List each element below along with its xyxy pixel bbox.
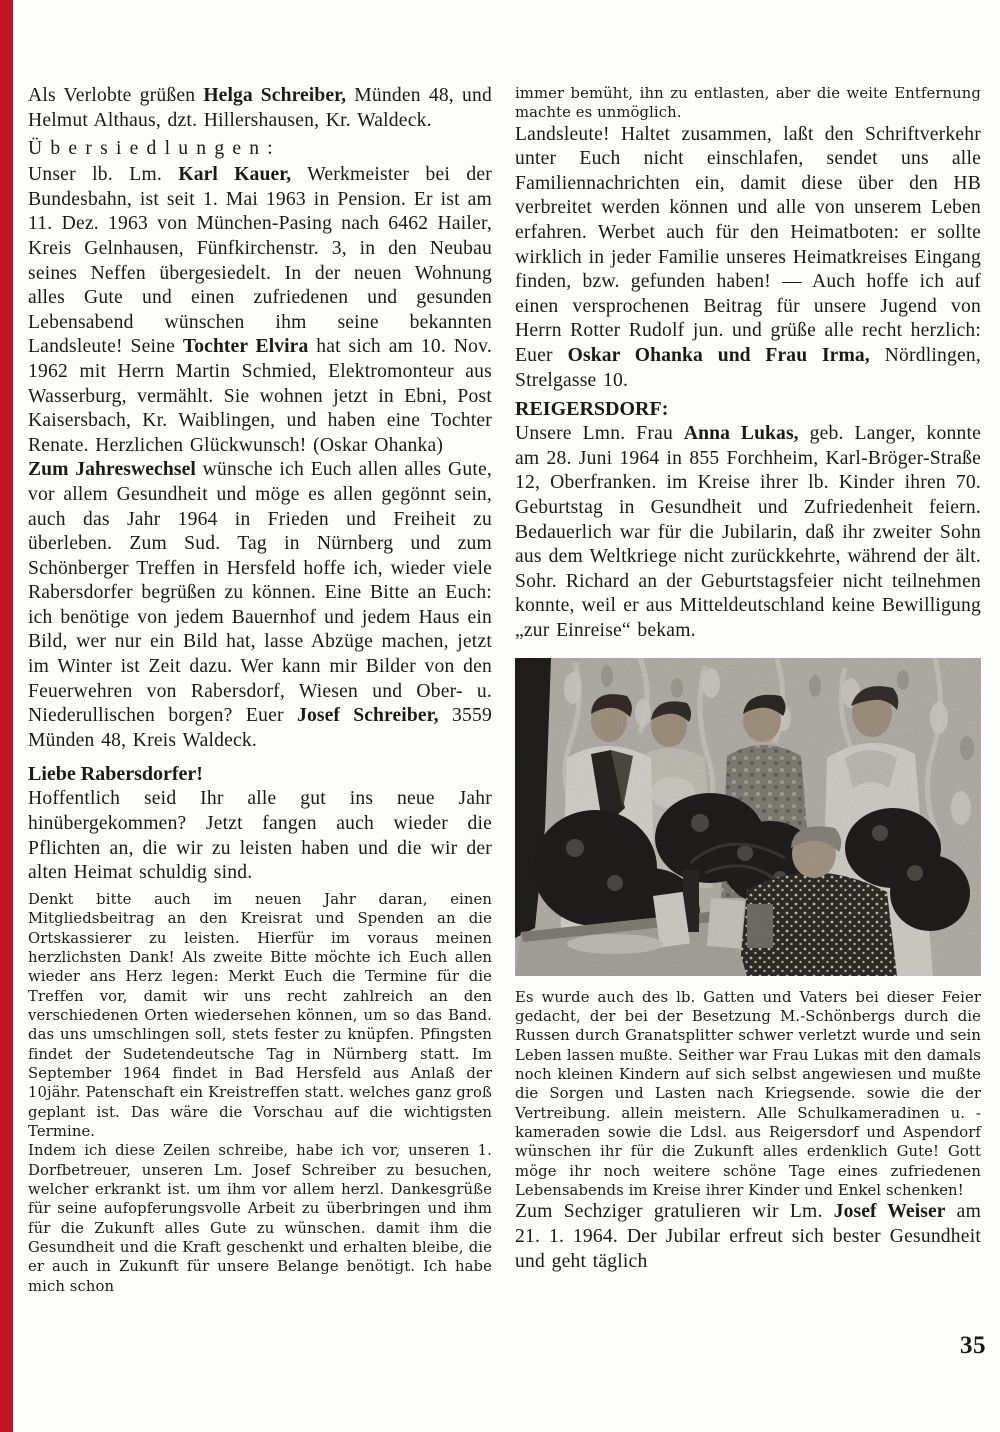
name-karl-kauer: Karl Kauer, [178, 164, 292, 186]
text-run: hat sich am 10. Nov. 1962 mit Herrn Martin Schmied, Elektromonteur aus Wasserburg, vermählt. Sie wohnen jetzt in Ebni, Post Kaisersbach, Kr. Waiblingen, und haben eine Tochter Renate. Herzlichen Glückwunsch! (Oskar Ohanka) [28, 336, 492, 456]
name-oskar-ohanka: Oskar Ohanka und Frau Irma, [567, 345, 870, 367]
petit-paragraph-dorfbetreuer: Indem ich diese Zeilen schreibe, habe ich vor, unseren 1. Dorfbetreuer, unseren Lm. Josef Schreiber zu besuchen, welcher erkrankt ist. um ihm vor allem herzl. Dankesgrüße für seine aufopferungsvolle Arbeit zu überbringen und ihm für die Zukunft alles Gute zu wünschen. damit ihm die Gesundheit und die Kraft geschenkt und erhalten bleibe, die er auch in Zukunft für unsere Belange benötigt. Ich habe mich schon [28, 1142, 492, 1295]
group-photo [515, 658, 981, 976]
petit-paragraph-continuation: immer bemüht, ihn zu entlasten, aber die weite Entfernung machte es unmöglich. [515, 85, 981, 122]
heading-liebe-rabersdorfer: Liebe Rabersdorfer! [28, 763, 203, 786]
text-run: Nördlingen, Strelgasse 10. [515, 345, 981, 391]
paragraph-weiser [515, 1200, 981, 1274]
text-run: wünsche ich Euch allen alles Gute, vor allem Gesundheit und möge es allen gegönnt sein, auch das Jahr 1964 in Frieden und Freiheit zu überleben. Zum Sud. Tag in Nürnberg und zum Schönberger Treffen in Hersfeld hoffe ich, wieder viele Rabersdorfer begrüßen zu können. Eine Bitte an Euch: ich benötige von jedem Bauernhof und jedem Haus ein Bild, wer nur ein Bild hat, lasse Abzüge machen, jetzt im Winter ist Zeit dazu. Wer kann mir Bilder von den Feuerwehren von Rabersdorf, Wiesen und Ober- u. Niederullischen borgen? Euer [28, 459, 493, 727]
text-run: Als Verlobte grüßen [28, 85, 204, 106]
page-number: 35 [960, 1332, 986, 1359]
text-run: 3559 Münden 48, Kreis Waldeck. [28, 705, 492, 751]
text-run: Unser lb. Lm. [28, 164, 179, 186]
text-run: Zum Sechziger gratulieren wir Lm. [515, 1201, 834, 1223]
paragraph-lukas [515, 422, 981, 643]
spine-red-stripe [0, 0, 13, 1432]
text-run: am 21. 1. 1964. Der Jubilar erfreut sich bester Gesundheit und geht täglich [515, 1201, 982, 1272]
text-run: Münden 48, und Helmut Althaus, dzt. Hillershausen, Kr. Waldeck. [28, 85, 492, 131]
name-josef-weiser: Josef Weiser [833, 1201, 946, 1223]
name-josef-schreiber: Josef Schreiber, [297, 705, 439, 727]
petit-paragraph-mitgliedsbeitrag: Denkt bitte auch im neuen Jahr daran, einen Mitgliedsbeitrag an den Kreisrat und Spenden an die Ortskassierer zu leisten. Hierfür im voraus meinen herzlichsten Dank! Als zweite Bitte möchte ich Euch allen wieder ans Herz legen: Merkt Euch die Termine für die Treffen vor, damit wir uns recht zahlreich an den verschiedenen Orten wiedersehen können, um so das Band. das uns umschlingen soll, stets fester zu knüpfen. Pfingsten findet der Sudetendeutsche Tag in Nürnberg statt. Im September 1964 findet in Bad Hersfeld aus Anlaß der 10jähr. Patenschaft ein Kreistreffen statt. welches ganz groß geplant ist. Das wäre die Vorschau auf die wichtigsten Termine. [28, 890, 492, 1140]
text-run: Unsere Lmn. Frau [515, 423, 684, 445]
paragraph-jahreswechsel [28, 458, 492, 753]
lead-zum-jahreswechsel: Zum Jahreswechsel [28, 459, 196, 481]
right-column [515, 84, 981, 1274]
group-photo-illustration [515, 658, 981, 976]
text-run: Werkmeister bei der Bundesbahn, ist seit 1. Mai 1963 in Pension. Er ist am 11. Dez. 1963 von München-Pasing nach 6462 Hailer, Kreis Gelnhausen, Fünfkirchenstr. 3, in den Neubau seines Neffen übergesiedelt. In der neuen Wohnung alles Gute und einen zufriedenen und gesunden Lebensabend wünschen ihm seine bekannten Landsleute! Seine [28, 164, 492, 358]
paragraph-engagement [28, 84, 492, 133]
heading-reigersdorf: REIGERSDORF: [515, 398, 669, 421]
text-run: geb. Langer, konnte am 28. Juni 1964 in 855 Forchheim, Karl-Bröger-Straße 12, Oberfranken. im Kreise ihrer lb. Kinder ihren 70. Geburtstag in Gesundheit und Zufriedenheit feiern. Bedauerlich war für die Jubilarin, daß ihr zweiter Sohn aus dem Weltkriege nicht zurückkehrte, während der ält. Sohr. Richard an der Geburtstagsfeier nicht teilnehmen konnte, weil er aus Mitteldeutschland keine Bewilligung „zur Einreise“ bekam. [515, 423, 981, 641]
name-anna-lukas: Anna Lukas, [683, 423, 799, 445]
name-helga-schreiber: Helga Schreiber, [203, 85, 347, 106]
name-tochter-elvira: Tochter Elvira [182, 336, 309, 358]
heading-uebersiedlungen: Übersiedlungen: [28, 138, 281, 160]
paragraph-landsleute [515, 123, 981, 394]
left-column [28, 84, 492, 1296]
petit-paragraph-gatte: Es wurde auch des lb. Gatten und Vaters bei dieser Feier gedacht, der bei der Besetzung M.-Schönbergs durch die Russen durch Granatsplitter schwer verletzt wurde und sein Leben lassen mußte. Seither war Frau Lukas mit den damals noch kleinen Kindern auf sich selbst angewiesen und mußte die Sorgen und Lasten nach Kriegsende. sowie die der Vertreibung. allein meistern. Alle Schulkameradinen u. -kameraden sowie die Ldsl. aus Reigersdorf und Aspendorf wünschen ihr für die Zukunft alles erdenklich Gute! Gott möge ihr noch weitere schöne Tage eines zufriedenen Lebensabends im Kreise ihrer Kinder und Enkel schenken! [515, 988, 981, 1199]
paragraph-kauer [28, 163, 492, 458]
text-run: Landsleute! Haltet zusammen, laßt den Schriftverkehr unter Euch nicht einschlafen, sendet uns alle Familiennachrichten ein, damit diese über den HB verbreitet werden können und alle von unserem Leben erfahren. Werbet auch für den Heimatboten: er sollte wirklich in jeder Familie unseres Heimatkreises Eingang finden, bzw. gefunden haben! — Auch hoffe ich auf einen versprochenen Beitrag für unsere Jugend von Herrn Rotter Rudolf jun. und grüße alle recht herzlich: Euer [515, 123, 981, 367]
paragraph-hoffentlich: Hoffentlich seid Ihr alle gut ins neue Jahr hinübergekommen? Jetzt fangen auch wieder die Pflichten an, die wir zu leisten haben und die wir der alten Heimat schuldig sind. [28, 788, 492, 884]
